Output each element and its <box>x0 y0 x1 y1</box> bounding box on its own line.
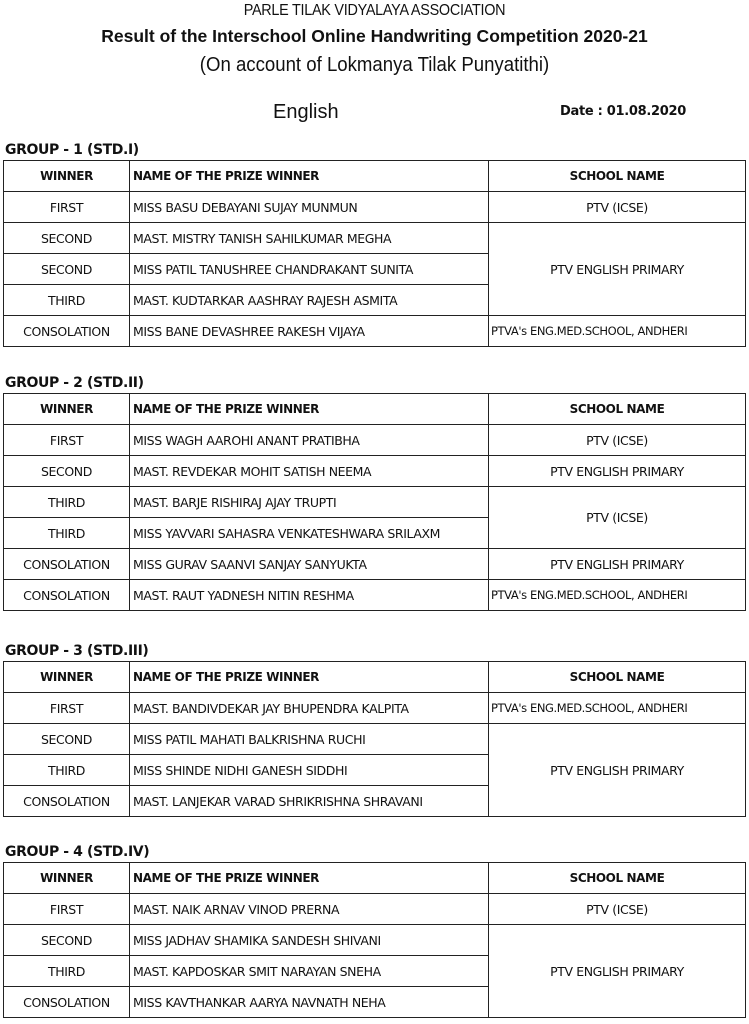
winner-cell: SECOND <box>4 254 130 285</box>
school-cell: PTV ENGLISH PRIMARY <box>489 549 746 580</box>
group-3-section <box>3 641 746 817</box>
winner-cell: SECOND <box>4 223 130 254</box>
language-label: English <box>273 101 339 123</box>
column-header-winner: WINNER <box>4 863 130 894</box>
table-header-row <box>4 161 746 192</box>
organization-name: PARLE TILAK VIDYALAYA ASSOCIATION <box>243 2 506 19</box>
results-table <box>3 160 746 347</box>
school-cell: PTVA's ENG.MED.SCHOOL, ANDHERI <box>489 316 746 347</box>
name-cell: MAST. BANDIVDEKAR JAY BHUPENDRA KALPITA <box>130 693 489 724</box>
winner-cell: CONSOLATION <box>4 786 130 817</box>
name-cell: MISS KAVTHANKAR AARYA NAVNATH NEHA <box>130 987 489 1018</box>
date-label: Date : 01.08.2020 <box>560 104 686 119</box>
name-cell: MAST. REVDEKAR MOHIT SATISH NEEMA <box>130 456 489 487</box>
table-header-row <box>4 394 746 425</box>
table-row <box>4 456 746 487</box>
column-header-school: SCHOOL NAME <box>489 161 746 192</box>
winner-cell: CONSOLATION <box>4 316 130 347</box>
winner-cell: FIRST <box>4 192 130 223</box>
group-title: GROUP - 1 (STD.I) <box>5 142 139 158</box>
winner-cell: SECOND <box>4 925 130 956</box>
table-row <box>4 549 746 580</box>
table-row <box>4 316 746 347</box>
name-cell: MAST. RAUT YADNESH NITIN RESHMA <box>130 580 489 611</box>
table-header-row <box>4 662 746 693</box>
name-cell: MAST. BARJE RISHIRAJ AJAY TRUPTI <box>130 487 489 518</box>
document-subtitle: (On account of Lokmanya Tilak Punyatithi) <box>199 54 550 76</box>
winner-cell: FIRST <box>4 693 130 724</box>
table-row <box>4 724 746 755</box>
results-table <box>3 661 746 817</box>
name-cell: MAST. LANJEKAR VARAD SHRIKRISHNA SHRAVANI <box>130 786 489 817</box>
winner-cell: THIRD <box>4 755 130 786</box>
group-title: GROUP - 4 (STD.IV) <box>5 844 150 860</box>
group-title: GROUP - 2 (STD.II) <box>5 375 144 391</box>
school-cell: PTV (ICSE) <box>489 192 746 223</box>
table-row <box>4 487 746 518</box>
school-cell: PTV ENGLISH PRIMARY <box>489 724 746 817</box>
column-header-winner: WINNER <box>4 394 130 425</box>
winner-cell: THIRD <box>4 518 130 549</box>
name-cell: MISS SHINDE NIDHI GANESH SIDDHI <box>130 755 489 786</box>
column-header-name: NAME OF THE PRIZE WINNER <box>130 394 489 425</box>
group-2-section <box>3 373 746 611</box>
winner-cell: CONSOLATION <box>4 987 130 1018</box>
column-header-school: SCHOOL NAME <box>489 394 746 425</box>
table-row <box>4 192 746 223</box>
name-cell: MISS BASU DEBAYANI SUJAY MUNMUN <box>130 192 489 223</box>
name-cell: MAST. MISTRY TANISH SAHILKUMAR MEGHA <box>130 223 489 254</box>
name-cell: MAST. KAPDOSKAR SMIT NARAYAN SNEHA <box>130 956 489 987</box>
name-cell: MISS BANE DEVASHREE RAKESH VIJAYA <box>130 316 489 347</box>
column-header-name: NAME OF THE PRIZE WINNER <box>130 863 489 894</box>
school-cell: PTV (ICSE) <box>489 894 746 925</box>
school-cell: PTV ENGLISH PRIMARY <box>489 223 746 316</box>
table-row <box>4 925 746 956</box>
column-header-school: SCHOOL NAME <box>489 662 746 693</box>
winner-cell: THIRD <box>4 487 130 518</box>
school-cell: PTV (ICSE) <box>489 487 746 549</box>
column-header-name: NAME OF THE PRIZE WINNER <box>130 161 489 192</box>
school-cell: PTV ENGLISH PRIMARY <box>489 925 746 1018</box>
school-cell: PTVA's ENG.MED.SCHOOL, ANDHERI <box>489 693 746 724</box>
column-header-winner: WINNER <box>4 662 130 693</box>
name-cell: MISS PATIL TANUSHREE CHANDRAKANT SUNITA <box>130 254 489 285</box>
school-cell: PTV (ICSE) <box>489 425 746 456</box>
winner-cell: SECOND <box>4 456 130 487</box>
table-row <box>4 580 746 611</box>
school-cell: PTV ENGLISH PRIMARY <box>489 456 746 487</box>
name-cell: MISS PATIL MAHATI BALKRISHNA RUCHI <box>130 724 489 755</box>
column-header-school: SCHOOL NAME <box>489 863 746 894</box>
name-cell: MAST. NAIK ARNAV VINOD PRERNA <box>130 894 489 925</box>
winner-cell: CONSOLATION <box>4 549 130 580</box>
winner-cell: THIRD <box>4 956 130 987</box>
table-row <box>4 425 746 456</box>
results-table <box>3 862 746 1018</box>
group-1-section <box>3 140 746 347</box>
name-cell: MISS JADHAV SHAMIKA SANDESH SHIVANI <box>130 925 489 956</box>
table-header-row <box>4 863 746 894</box>
table-row <box>4 223 746 254</box>
column-header-winner: WINNER <box>4 161 130 192</box>
winner-cell: FIRST <box>4 425 130 456</box>
table-row <box>4 693 746 724</box>
group-4-section <box>3 842 746 1018</box>
name-cell: MISS YAVVARI SAHASRA VENKATESHWARA SRILAXM <box>130 518 489 549</box>
winner-cell: CONSOLATION <box>4 580 130 611</box>
school-cell: PTVA's ENG.MED.SCHOOL, ANDHERI <box>489 580 746 611</box>
name-cell: MAST. KUDTARKAR AASHRAY RAJESH ASMITA <box>130 285 489 316</box>
winner-cell: SECOND <box>4 724 130 755</box>
document-title: Result of the Interschool Online Handwriting Competition 2020-21 <box>101 26 648 46</box>
group-title: GROUP - 3 (STD.III) <box>5 643 149 659</box>
name-cell: MISS GURAV SAANVI SANJAY SANYUKTA <box>130 549 489 580</box>
table-row <box>4 894 746 925</box>
results-table <box>3 393 746 611</box>
winner-cell: THIRD <box>4 285 130 316</box>
column-header-name: NAME OF THE PRIZE WINNER <box>130 662 489 693</box>
name-cell: MISS WAGH AAROHI ANANT PRATIBHA <box>130 425 489 456</box>
winner-cell: FIRST <box>4 894 130 925</box>
